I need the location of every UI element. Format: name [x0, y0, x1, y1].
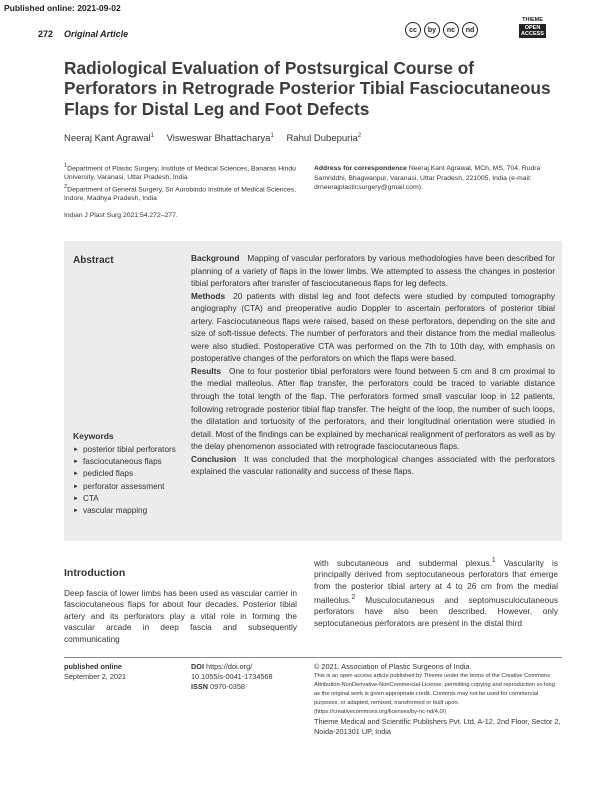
- citation-ref[interactable]: 2: [351, 593, 356, 601]
- footer-published-label: published online: [64, 662, 122, 671]
- footer-doi: [191, 662, 273, 692]
- doi-link[interactable]: https://doi.org/: [206, 662, 253, 671]
- author-sup: 1: [150, 133, 154, 139]
- keyword-item: ► fasciocutaneous flaps: [73, 456, 176, 468]
- citation: Indian J Plast Surg 2021;54:272–277.: [64, 212, 178, 219]
- introduction-left-column: Deep fascia of lower limbs has been used as vascular carrier in fasciocutaneous flaps for about four decades. Posterior tibial artery and its perforators play a vital role in forming the vascular arcade in deep fascia and subsequently communicating: [64, 588, 297, 644]
- thieme-open-access-logo: [519, 17, 546, 38]
- doi-label: DOI: [191, 662, 204, 671]
- correspondence-text: Neeraj Kant Agrawal, MCh, MS, 704, Rudra Samriddhi, Bhagwanpur, Varanasi, Uttar Pradesh, 221005, India (e-mail: drneerajplasticsurgery@gmail.com).: [314, 165, 541, 192]
- article-title: Radiological Evaluation of Postsurgical Course of Perforators in Retrograde Posterior Tibial Fasciocutaneous Flaps for Distal Leg and Foot Defects: [64, 58, 551, 119]
- author-name[interactable]: Visweswar Bhattacharya: [166, 133, 271, 145]
- author-list: [64, 133, 361, 144]
- author-sup: 1: [270, 133, 274, 139]
- abstract-methods: Methods 20 patients with distal leg and foot defects were studied by computed tomography angiography (CTA) and preoperative audio Doppler to ascertain perforators of posterior tibial artery. Fasciocutaneous flaps were raised, based on these perforators, depending on the site and size of soft-tissue defects. The number of perforators and their distance from the medial malleolus were also studied. Postoperative CTA was performed on the 7th to 10th day, with emphasis on postoperative changes of the perforators on which the flaps were based.: [191, 290, 555, 364]
- affiliation: $^1$Department of Plastic Surgery, Institute of Medical Sciences, Banaras Hindu University, Varanasi, Uttar Pradesh, India: [64, 163, 296, 182]
- keywords-heading: Keywords: [73, 431, 114, 441]
- footer-published-date: September 2, 2021: [64, 672, 127, 681]
- page-number: 272: [38, 29, 54, 39]
- footer-copyright: [314, 662, 562, 737]
- correspondence: [314, 164, 559, 193]
- nc-icon: nc: [443, 22, 459, 38]
- keyword-item: ► posterior tibial perforators: [73, 444, 176, 456]
- citation-ref[interactable]: 1: [491, 557, 496, 564]
- introduction-heading: Introduction: [64, 567, 126, 579]
- license-text: This is an open access article published by Thieme under the terms of the Creative Commons Attribution-NonDerivative-NonCommercial-License, permitting copying and reproduction so long as the original work is given appropriate credit. Contents may not be used for commercial purposes, or adapted, remixed, transformed or built upon. (https://creativecommons.org/licenses/by-nc-nd/4.0/): [314, 673, 555, 715]
- by-icon: by: [424, 22, 440, 38]
- logo-line-thieme: THIEME: [522, 17, 543, 23]
- author-sup: 2: [357, 133, 362, 139]
- logo-line-access: ACCESS: [521, 31, 544, 37]
- issn-label: ISSN: [191, 682, 209, 691]
- footer-divider: [64, 657, 562, 658]
- correspondence-label: Address for correspondence: [314, 165, 407, 172]
- copyright-line: © 2021. Association of Plastic Surgeons of India.: [314, 662, 472, 671]
- keyword-item: ► perforator assessment: [73, 481, 176, 493]
- footer-published: [64, 662, 126, 682]
- keyword-item: ► CTA: [73, 493, 176, 505]
- publisher-address: Thieme Medical and Scientific Publishers Pvt. Ltd. A-12, 2nd Floor, Sector 2, Noida-201301 UP, India: [314, 717, 561, 736]
- abstract-results: Results One to four posterior tibial perforators were found between 5 cm and 8 cm proximal to the medial malleolus. After flap transfer, the perforators could be traced to variable distance through the total length of the flap. The perforators formed small vascular loop in 12 patients, following retrograde posterior tibial flap transfer. The height of the loop, the number of such loops, the dilatation and tortuosity of the perforators, and their longitudinal orientation were studied in detail. Most of the findings can be explained by mechanical realignment of perforators as well as by the delay phenomenon associated with retrograde fasciocutaneous flaps.: [191, 365, 555, 452]
- introduction-right-column: with subcutaneous and subdermal plexus.$^1$ Vascularity is principally derived from septocutaneous perforators that emerge from the posterior tibial artery at 4 to 26 cm from the medial malleolus.$^2$ Musculocutaneous and septomusculocutaneous perforators have also been described. However, only septocutaneous perforators are present in the distal third: [314, 557, 558, 628]
- keyword-item: ► vascular mapping: [73, 505, 176, 517]
- section-label: Original Article: [64, 29, 129, 39]
- author-name[interactable]: Rahul Dubepuria: [286, 133, 358, 145]
- doi-number[interactable]: 10.1055/s-0041-1734568: [191, 672, 273, 681]
- issn-value: 0970-0358: [210, 682, 245, 691]
- nd-icon: nd: [462, 22, 478, 38]
- abstract-background: Background Mapping of vascular perforators by various methodologies have been described for planning of a variety of flaps in the lower limbs. We attempted to assess the changes in posterior tibial perforators after transfer of fasciocutaneous flaps for leg defects.: [191, 253, 555, 289]
- license-icons: [405, 22, 478, 38]
- keywords-list: [73, 444, 176, 517]
- cc-icon: cc: [405, 22, 421, 38]
- published-online-date: Published online: 2021-09-02: [4, 3, 121, 13]
- affiliations: [64, 162, 304, 203]
- abstract-heading: Abstract: [73, 255, 114, 266]
- abstract-conclusion: Conclusion It was concluded that the morphological changes associated with the perforators explained the vascular rationality and success of these flaps.: [191, 453, 555, 477]
- logo-open-access: [519, 24, 546, 38]
- abstract-body: [191, 252, 555, 478]
- author-name[interactable]: Neeraj Kant Agrawal: [64, 133, 151, 145]
- logo-line-open: OPEN: [524, 25, 541, 31]
- keyword-item: ► pedicled flaps: [73, 468, 176, 480]
- affiliation: $^2$Department of General Surgery, Sri Aurobindo Institute of Medical Sciences, Indore, Madhya Pradesh, India: [64, 183, 296, 203]
